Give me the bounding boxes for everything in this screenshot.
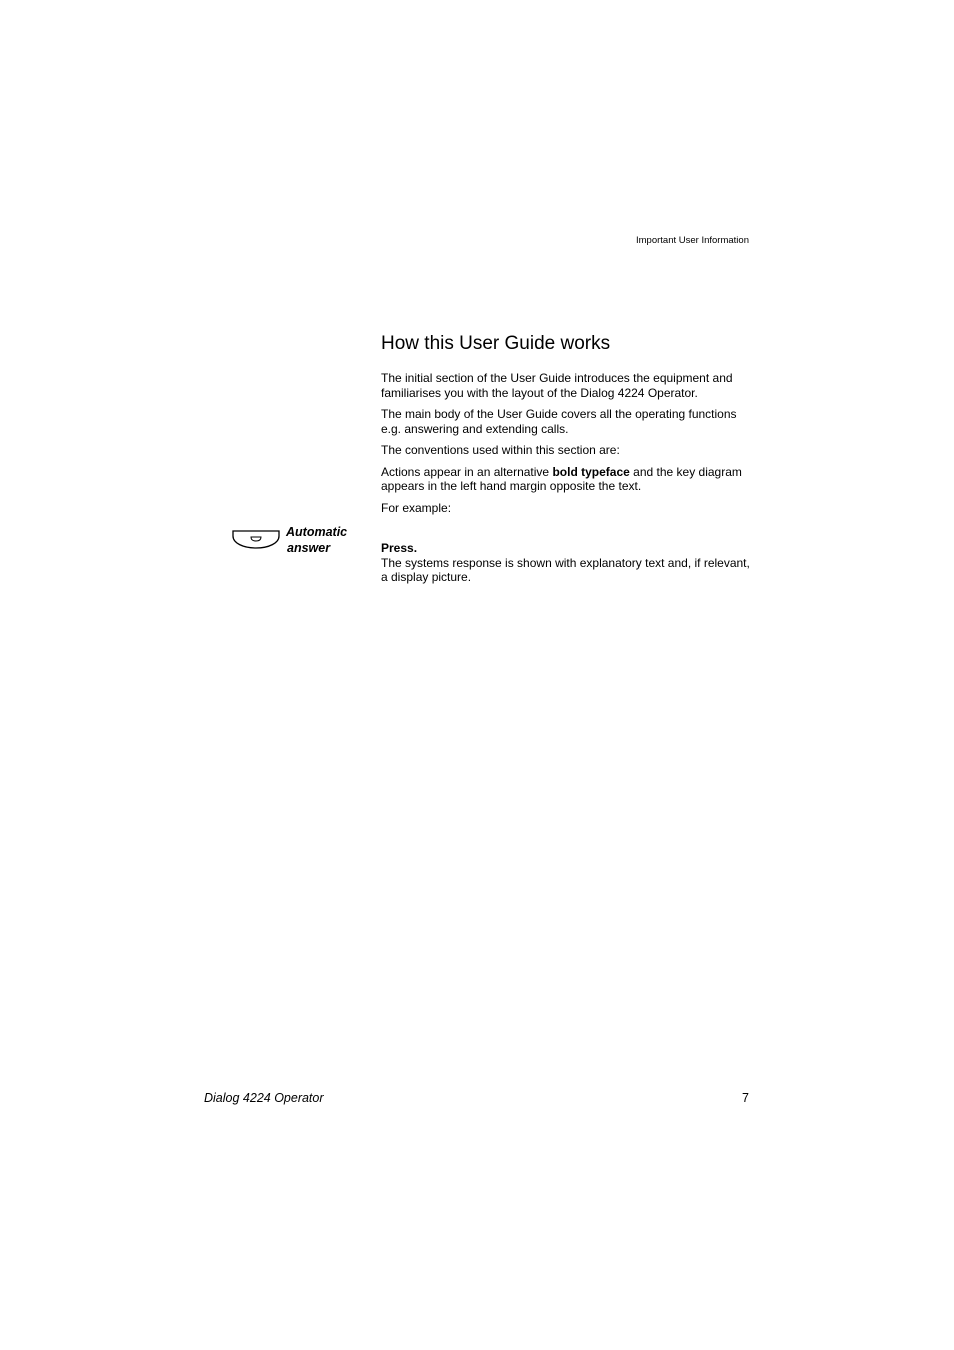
page-number: 7 xyxy=(742,1091,749,1105)
main-content xyxy=(381,332,753,522)
key-label-line2: answer xyxy=(287,541,331,555)
key-label xyxy=(286,524,347,556)
body-paragraph: The main body of the User Guide covers all the operating functions e.g. answering and extending calls. xyxy=(381,407,737,436)
intro-paragraph: The initial section of the User Guide introduces the equipment and familiarises you with the layout of the Dialog 4224 Operator. xyxy=(381,371,733,400)
example-intro: For example: xyxy=(381,500,452,515)
key-diagram xyxy=(231,523,361,563)
actions-text-end: and the key diagram appears in the left hand margin opposite the text. xyxy=(381,464,742,493)
key-button-icon xyxy=(231,528,281,550)
conventions-paragraph: The conventions used within this section are: xyxy=(381,443,620,457)
actions-text-start: Actions appear in an alternative xyxy=(381,464,553,479)
key-label-line1: Automatic xyxy=(286,525,348,539)
example-action xyxy=(381,541,753,585)
actions-paragraph xyxy=(381,465,753,494)
page-title: How this User Guide works xyxy=(381,333,611,354)
action-label: Press. xyxy=(381,541,418,555)
running-header: Important User Information xyxy=(636,235,749,246)
action-response-text: The systems response is shown with explanatory text and, if relevant, a display picture. xyxy=(381,555,750,584)
bold-typeface-text: bold typeface xyxy=(552,464,630,479)
footer-product-name: Dialog 4224 Operator xyxy=(204,1091,324,1105)
